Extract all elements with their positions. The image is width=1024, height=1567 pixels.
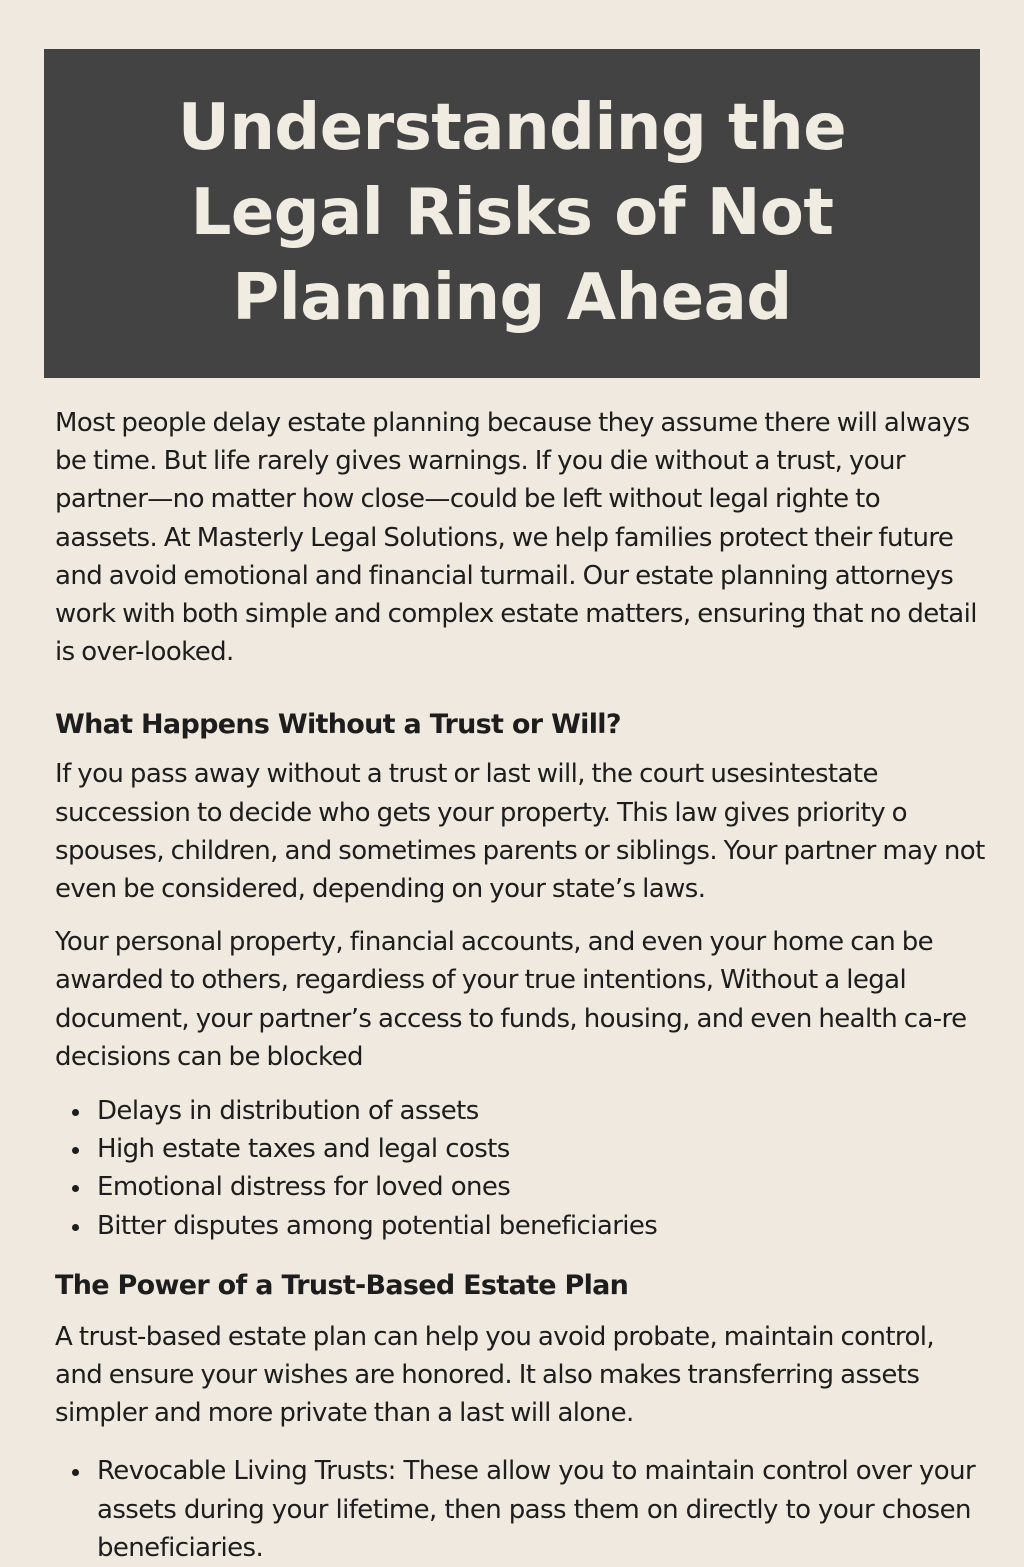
section-heading-without-trust: What Happens Without a Trust or Will? xyxy=(55,709,621,741)
title-banner xyxy=(44,49,980,378)
without-trust-paragraph-2: Your personal property, financial accounts, and even your home can be awarded to others, regardiess of your true intentions, Without a legal document, your partner’s access to funds, housing, and even health ca-re decisions can be blocked xyxy=(55,927,967,1072)
page-title: Understanding the Legal Risks of Not Planning Ahead xyxy=(177,91,847,335)
list-item: Bitter disputes among potential beneficiaries xyxy=(55,1207,985,1245)
article-body xyxy=(55,404,985,1567)
list-item: High estate taxes and legal costs xyxy=(55,1130,985,1168)
without-trust-paragraph-1: If you pass away without a trust or last will, the court usesintestate succession to decide who gets your property. This law gives priority o spouses, children, and sometimes parents or siblings. Your partner may not even be considered, depending on your state’s laws. xyxy=(55,759,985,905)
intro-paragraph: Most people delay estate planning because they assume there will always be time. But life rarely gives warnings. If you die without a trust, your partner—no matter how close—could be left without legal righte to aassets. At Masterly Legal Solutions, we help families protect their future and avoid emotional and financial turmail. Our estate planning attorneys work with both simple and complex estate matters, ensuring that no detail is over-looked. xyxy=(55,408,977,668)
trust-plan-paragraph: A trust-based estate plan can help you avoid probate, maintain control, and ensure your wishes are honored. It also makes transferring assets simpler and more private than a last will alone. xyxy=(55,1321,935,1429)
list-item: Emotional distress for loved ones xyxy=(55,1168,985,1206)
list-item: Delays in distribution of assets xyxy=(55,1092,985,1130)
risks-list xyxy=(55,1092,985,1245)
list-item: Revocable Living Trusts: These allow you to maintain control over your assets during your lifetime, then pass them on directly to your chosen beneficiaries. xyxy=(55,1452,985,1567)
section-heading-trust-plan: The Power of a Trust-Based Estate Plan xyxy=(55,1269,629,1301)
trust-types-list xyxy=(55,1452,985,1567)
